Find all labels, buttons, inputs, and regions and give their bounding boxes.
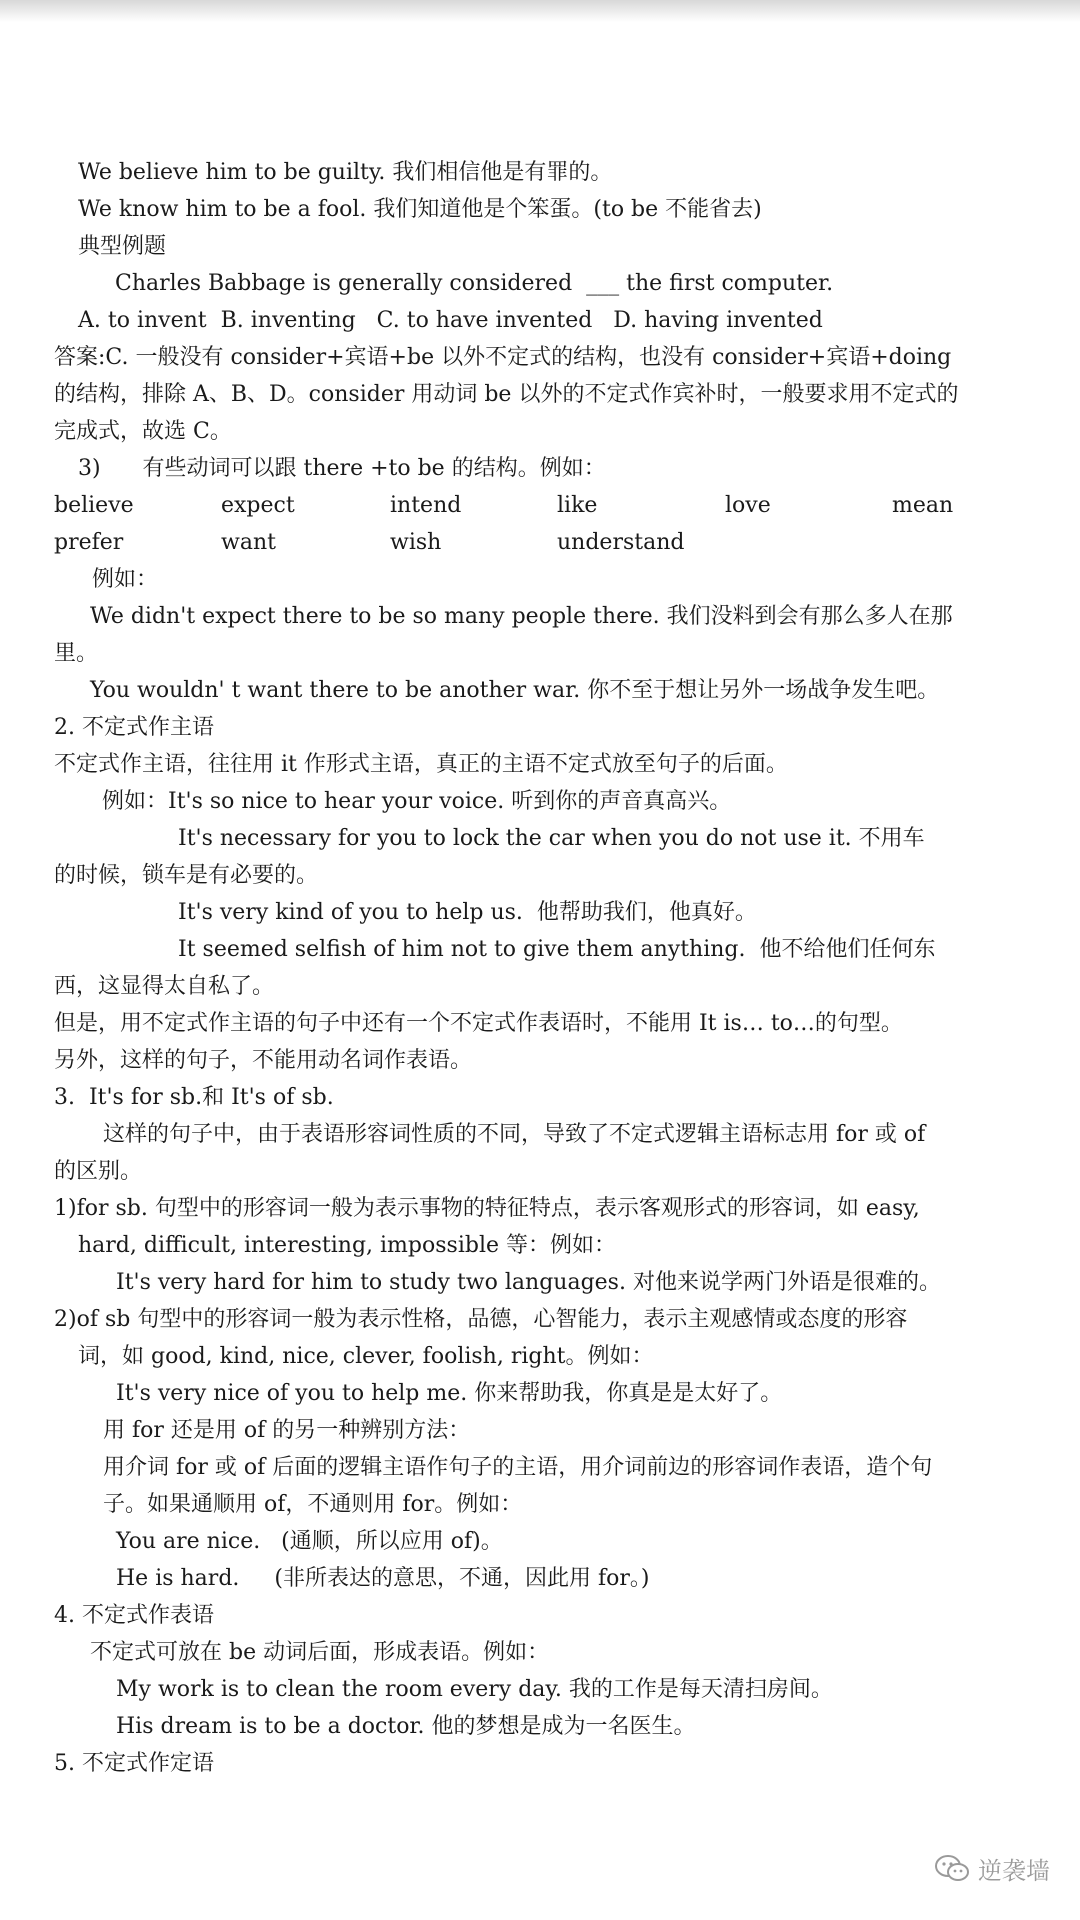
text-line: 不定式作主语，往往用 it 作形式主语，真正的主语不定式放至句子的后面。 [54, 752, 788, 777]
text-line: 的时候，锁车是有必要的。 [54, 863, 319, 888]
text-line: 另外，这样的句子，不能用动名词作表语。 [54, 1048, 473, 1073]
text-line: 用介词 for 或 of 后面的逻辑主语作句子的主语，用介词前边的形容词作表语，造个句 [103, 1455, 933, 1480]
text-line: 的区别。 [54, 1159, 143, 1184]
text-line: 不定式可放在 be 动词后面，形成表语。例如： [90, 1640, 550, 1665]
text-line: My work is to clean the room every day. 我的工作是每天清扫房间。 [116, 1677, 833, 1702]
verb-item: understand [557, 530, 685, 555]
text-line: It's necessary for you to lock the car when you do not use it. 不用车 [178, 826, 925, 851]
verb-item: like [557, 493, 598, 518]
text-line: 这样的句子中，由于表语形容词性质的不同，导致了不定式逻辑主语标志用 for 或 of [103, 1122, 926, 1147]
text-line: 西，这显得太自私了。 [54, 974, 275, 999]
text-line: 里。 [54, 641, 99, 666]
text-line: 用 for 还是用 of 的另一种辨别方法： [103, 1418, 471, 1443]
text-line: You are nice. (通顺，所以应用 of)。 [116, 1529, 503, 1554]
text-line: 3) 有些动词可以跟 there +to be 的结构。例如： [78, 456, 606, 481]
text-line: 但是，用不定式作主语的句子中还有一个不定式作表语时，不能用 It is… to…的句型。 [54, 1011, 903, 1036]
text-line: 2)of sb 句型中的形容词一般为表示性格，品德，心智能力，表示主观感情或态度的形容 [54, 1307, 908, 1332]
wechat-icon [934, 1854, 970, 1884]
text-line: It's very kind of you to help us. 他帮助我们，他真好。 [178, 900, 757, 925]
text-line: It's very nice of you to help me. 你来帮助我，你真是是太好了。 [116, 1381, 783, 1406]
text-line: It's very hard for him to study two languages. 对他来说学两门外语是很难的。 [116, 1270, 941, 1295]
answer-options: A. to invent B. inventing C. to have invented D. having invented [78, 308, 823, 333]
verb-item: wish [390, 530, 442, 555]
text-line: 答案:C. 一般没有 consider+宾语+be 以外不定式的结构，也没有 consider+宾语+doing [54, 345, 952, 370]
verb-item: believe [54, 493, 134, 518]
watermark-text: 逆袭墙 [978, 1857, 1050, 1885]
text-line: 子。如果通顺用 of，不通则用 for。例如： [103, 1492, 523, 1517]
text-line: 完成式，故选 C。 [54, 419, 232, 444]
text-line: You wouldn' t want there to be another war. 你不至于想让另外一场战争发生吧。 [90, 678, 940, 703]
text-line: We know him to be a fool. 我们知道他是个笨蛋。(to be 不能省去) [78, 197, 762, 222]
text-line: 词，如 good, kind, nice, clever, foolish, right。例如： [78, 1344, 654, 1369]
section-heading: 3. It's for sb.和 It's of sb. [54, 1085, 334, 1110]
text-line: We believe him to be guilty. 我们相信他是有罪的。 [78, 160, 613, 185]
verb-item: expect [221, 493, 295, 518]
section-heading: 4. 不定式作表语 [54, 1603, 214, 1628]
text-line: hard, difficult, interesting, impossible 等：例如： [78, 1233, 616, 1258]
text-line: We didn't expect there to be so many people there. 我们没料到会有那么多人在那 [90, 604, 953, 629]
text-line: It seemed selfish of him not to give them anything. 他不给他们任何东 [178, 937, 936, 962]
verb-item: prefer [54, 530, 124, 555]
text-line: He is hard. (非所表达的意思，不通，因此用 for。) [116, 1566, 650, 1591]
section-heading: 典型例题 [78, 234, 167, 259]
verb-item: mean [892, 493, 954, 518]
verb-item: want [221, 530, 276, 555]
text-line: 例如：It's so nice to hear your voice. 听到你的声音真高兴。 [102, 789, 732, 814]
section-heading: 2. 不定式作主语 [54, 715, 214, 740]
text-line: 的结构，排除 A、B、D。consider 用动词 be 以外的不定式作宾补时，一般要求用不定式的 [54, 382, 959, 407]
watermark [934, 1851, 1050, 1886]
section-heading: 5. 不定式作定语 [54, 1751, 214, 1776]
text-line: His dream is to be a doctor. 他的梦想是成为一名医生。 [116, 1714, 696, 1739]
verb-item: intend [390, 493, 462, 518]
verb-item: love [725, 493, 771, 518]
text-line: 例如： [92, 567, 159, 592]
text-line: Charles Babbage is generally considered ___ the first computer. [115, 271, 834, 296]
text-line: 1)for sb. 句型中的形容词一般为表示事物的特征特点，表示客观形式的形容词，如 easy, [54, 1196, 920, 1221]
